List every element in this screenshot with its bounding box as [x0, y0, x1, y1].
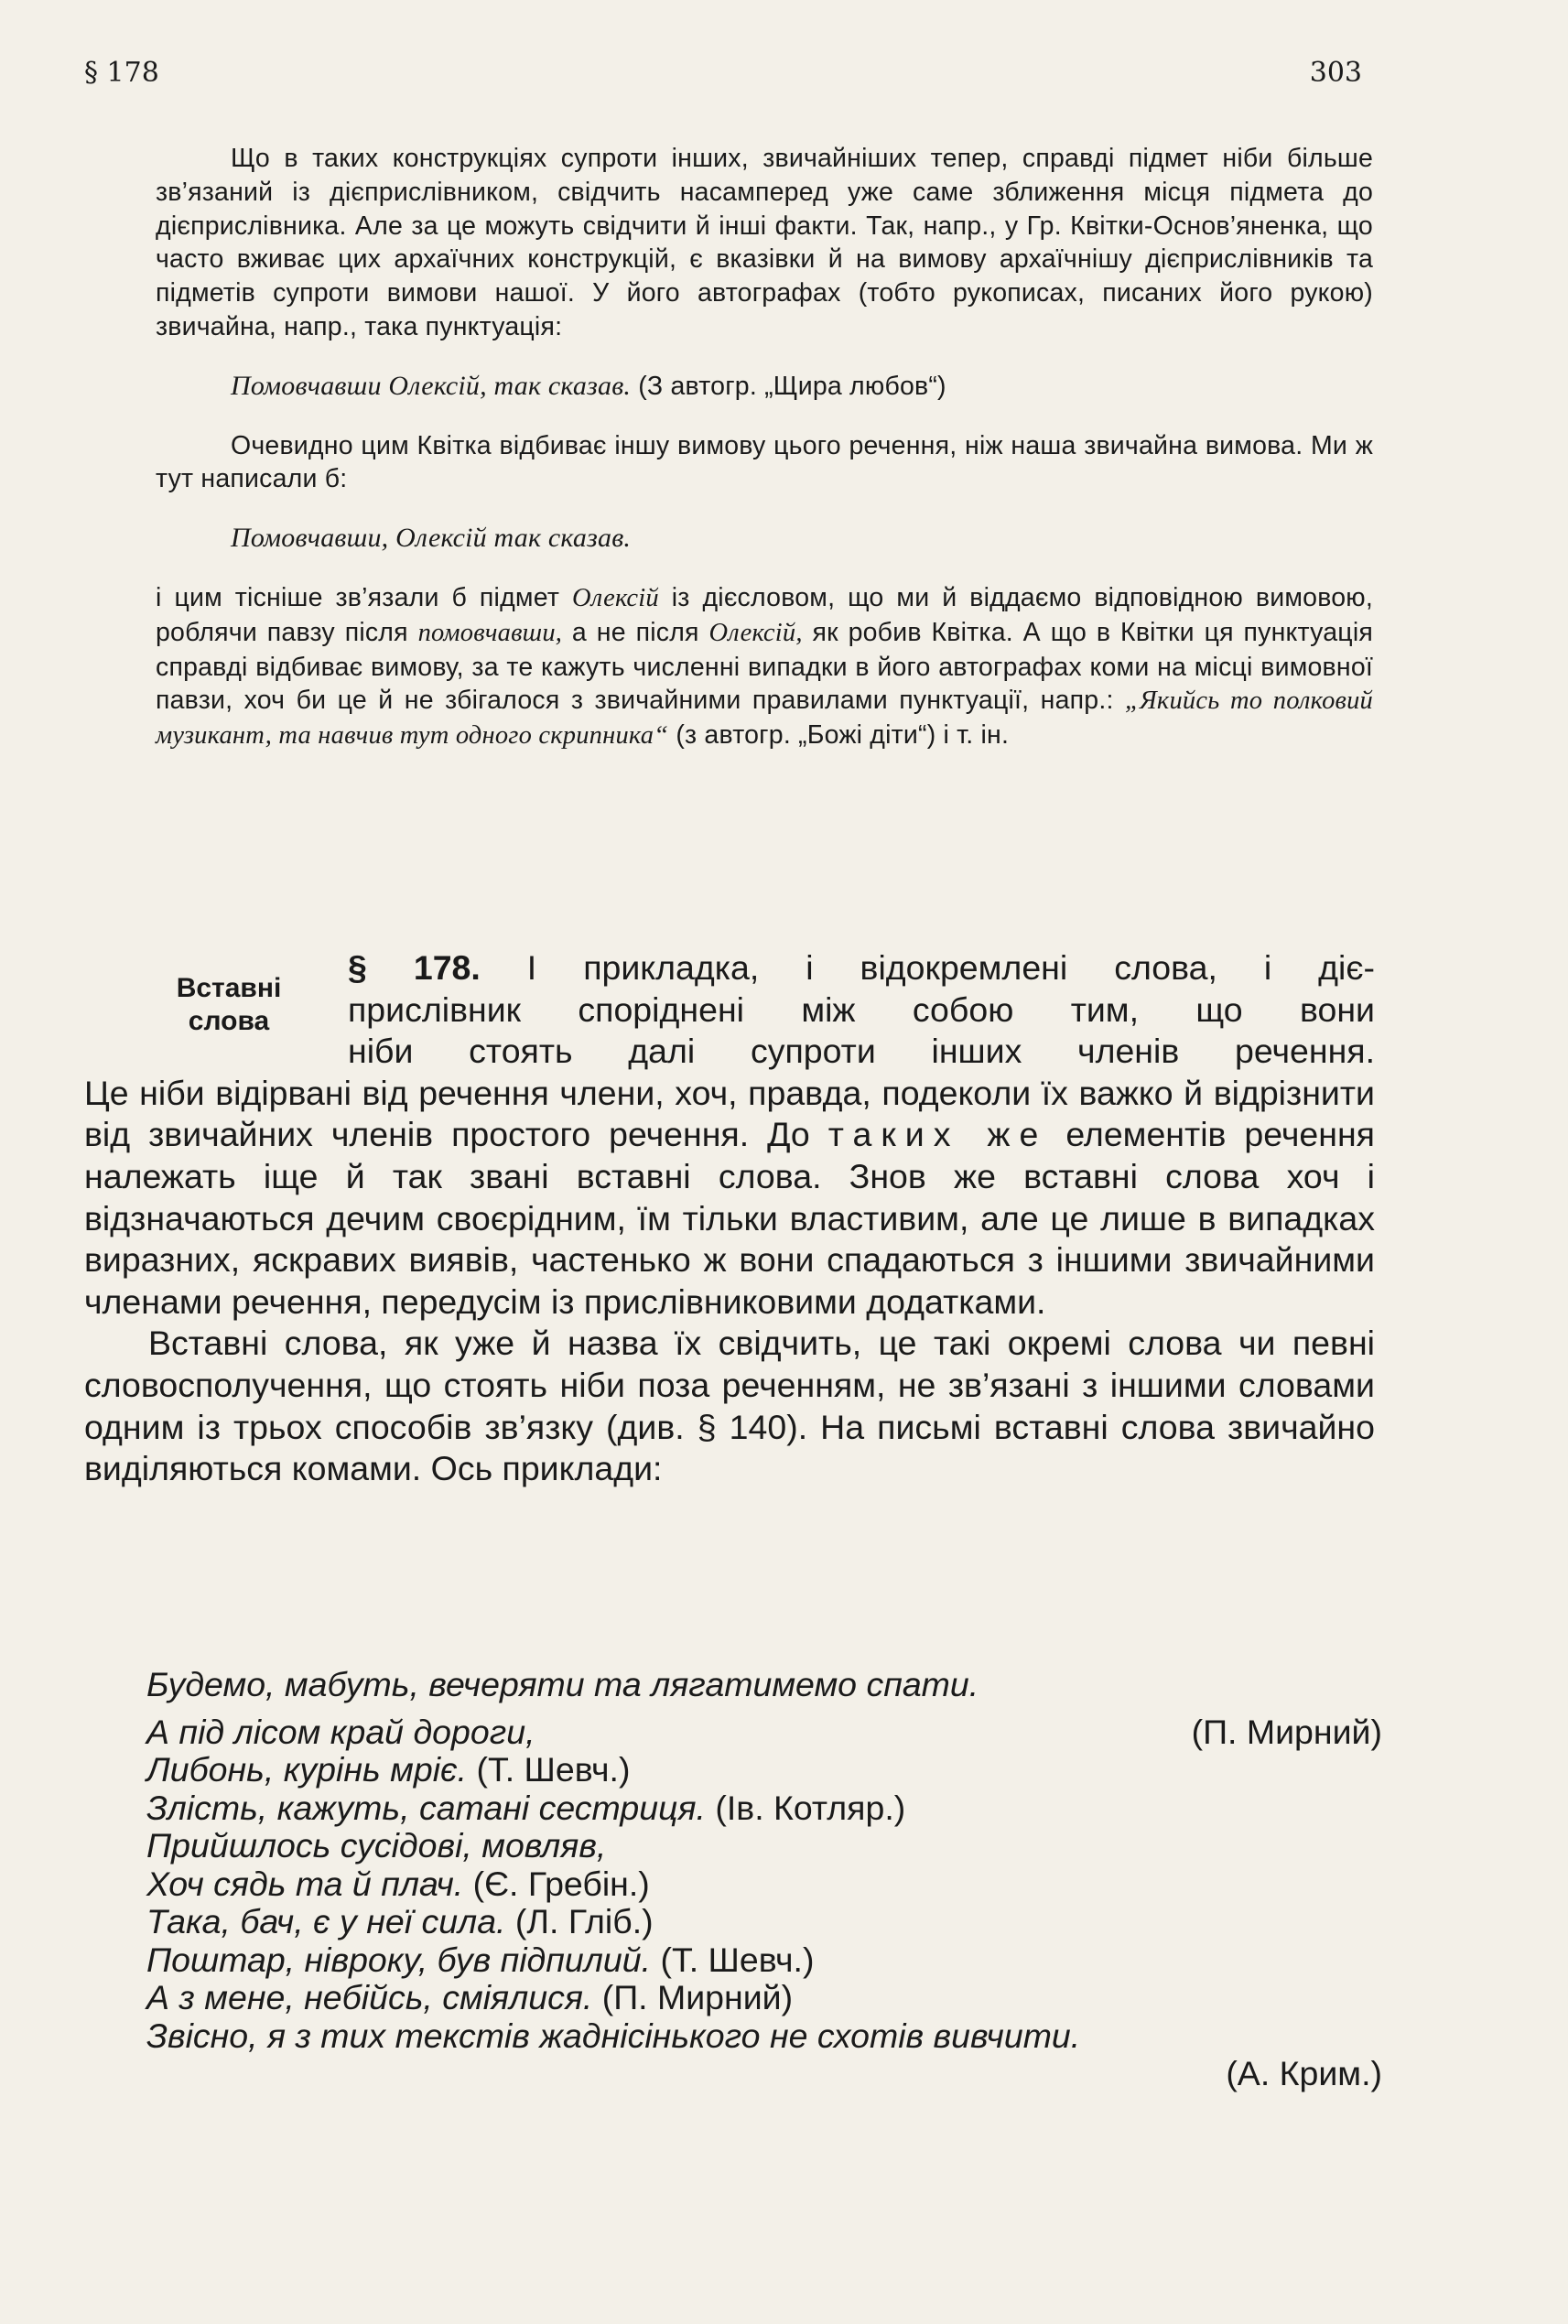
text: елементів речення належать іще й так звані вставні слова. Знов же вставні слова хоч і відзначаються дечим своєрідним, їм тільки властивим, але це лише в випадках виразних, яскравих виявів, частенько ж вони спадаються з іншими звичайними членами речення, передусім із прислівниковими додатками. — [84, 1115, 1375, 1321]
example-line — [146, 1713, 1382, 1752]
small-print-block — [156, 142, 1373, 753]
example-line — [146, 1903, 1382, 1941]
example-line — [146, 1941, 1382, 1980]
section-line — [84, 947, 1375, 989]
example-source: (Ів. Котляр.) — [705, 1788, 906, 1827]
example-source: (Т. Шевч.) — [651, 1940, 815, 1979]
example-line — [146, 2017, 1382, 2056]
example-text: Злість, кажуть, сатані сестриця. — [146, 1788, 706, 1827]
examples-list — [146, 1666, 1382, 2093]
text: Це ніби відірвані від речення члени, хоч, правда, подеколи їх важко й відрізнити від звичайних членів простого речення. До — [84, 1073, 1375, 1154]
example-text: Звісно, я з тих текстів жаднісінького не схотів вивчити. — [146, 2016, 1081, 2055]
section-header: § 178 — [84, 57, 159, 89]
example-text: Хоч сядь та й плач. — [146, 1864, 464, 1903]
example-text: Така, бач, є у неї сила. — [146, 1902, 506, 1940]
text: як робив Квітка. А що в Квітки ця пунктуація справді відбиває вимову, за те кажуть численні випадки в його автографах коми на місці вимовної павзи, хоч би це й не збігалося з звичайними правилами пунктуації, напр.: — [156, 617, 1373, 716]
section-line: прислівник споріднені між собою тим, що вони — [348, 989, 1375, 1029]
example-source: (Є. Гребін.) — [463, 1864, 650, 1903]
example-text: А з мене, небійсь, сміялися. — [146, 1978, 593, 2016]
italic-text: „Якийсь то полковий музикант, та навчив тут одного скрипника“ — [156, 686, 1373, 751]
paragraph: Вставні слова, як уже й назва їх свідчить, це такі окремі слова чи певні словосполучення, що стоять ніби поза реченням, не зв’язані з іншими словами одним із трьох способів зв’язку (див. § 140). На письмі вставні слова звичайно виділяються комами. Ось приклади: — [84, 1324, 1375, 1488]
example-text — [146, 2054, 156, 2092]
example-source: (А. Крим.) — [1226, 2054, 1382, 2092]
text: (з автогр. „Божі діти“) і т. ін. — [668, 720, 1010, 751]
example: Помовчавши, Олексій так сказав. — [231, 523, 632, 554]
paragraph — [84, 1073, 1375, 1324]
spaced-text: таких же — [827, 1115, 1048, 1154]
example-text: Прийшлось сусідові, мовляв, — [146, 1826, 607, 1865]
example-source: (Т. Шевч.) — [467, 1750, 631, 1789]
section-number: § 178. — [348, 948, 481, 987]
example-line — [146, 2055, 1382, 2093]
margin-heading-line: Вставні — [176, 973, 282, 1003]
section-178 — [84, 947, 1375, 1490]
page-number: 303 — [1309, 57, 1362, 89]
example-line — [146, 1827, 1382, 1865]
italic-text: Олексій, — [708, 618, 803, 647]
example-text: Либонь, курінь мріє. — [146, 1750, 468, 1789]
example-source: (Л. Гліб.) — [505, 1902, 654, 1940]
example-line — [146, 1865, 1382, 1904]
section-line: ніби стоять далі супроти інших членів речення. — [348, 1032, 1375, 1071]
example — [231, 370, 1373, 404]
example-text: А під лісом край дороги, — [146, 1712, 535, 1751]
example-text: Будемо, мабуть, вечеряти та лягатимемо спати. — [146, 1665, 979, 1703]
example-source: (П. Мирний) — [1191, 1712, 1382, 1751]
margin-heading-line: слова — [188, 1006, 270, 1036]
text: і цим тісніше зв’язали б підмет — [156, 582, 572, 612]
italic-text: Олексій — [571, 583, 659, 612]
paragraph: Що в таких конструкціях супроти інших, звичайніших тепер, справді підмет ніби більше зв’язаний із дієприслівником, свідчить насамперед уже саме зближення місця підмета до дієприслівника. Але за це можуть свідчити й інші факти. Так, напр., у Гр. Квітки-Основ’яненка, що часто вживає цих архаїчних конструкцій, є вказівки й на вимову архаїчнішу дієприслівників та підметів супроти вимови нашої. У його автографах (тобто рукописах, писаних його рукою) звичайна, напр., така пунктуація: — [156, 144, 1373, 341]
example-line — [146, 1979, 1382, 2017]
example-line — [146, 1751, 1382, 1789]
example-text: Помовчавши Олексій, так сказав. — [231, 370, 632, 401]
text: І прикладка, і відокремлені слова, і діє- — [480, 948, 1375, 987]
italic-text: помовчавши, — [417, 618, 563, 647]
example-text: Поштар, нівроку, був підпилий. — [146, 1940, 652, 1979]
text: із дієсловом, що ми й віддаємо відповідною вимовою, роблячи павзу після — [156, 582, 1373, 647]
paragraph — [156, 581, 1373, 753]
example-line — [146, 1666, 1382, 1704]
example-line — [146, 1789, 1382, 1828]
example-source: (З автогр. „Щира любов“) — [631, 371, 946, 401]
example-source: (П. Мирний) — [592, 1978, 794, 2016]
paragraph: Очевидно цим Квітка відбиває іншу вимову цього речення, ніж наша звичайна вимова. Ми ж тут написали б: — [156, 430, 1373, 494]
text: а не після — [562, 617, 709, 647]
